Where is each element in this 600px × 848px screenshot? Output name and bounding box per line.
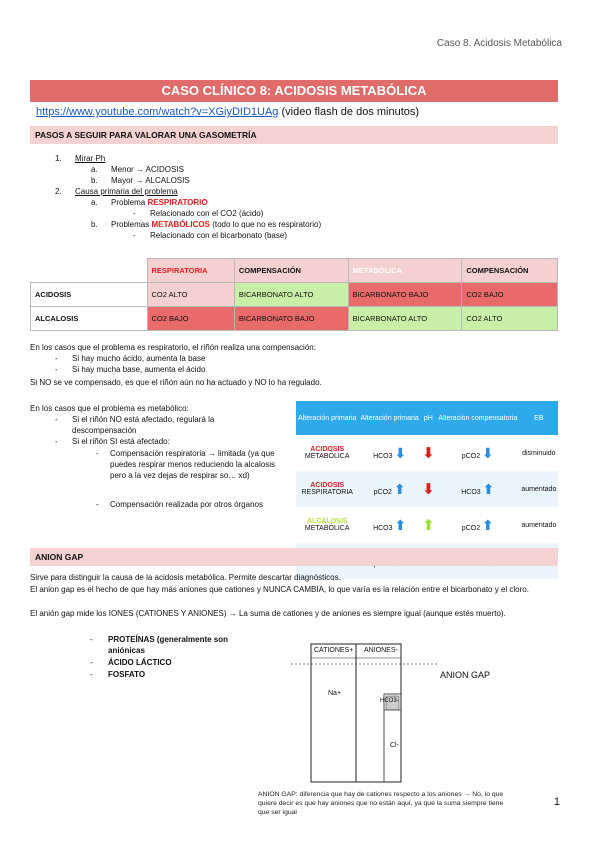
section-heading-anion-gap: ANION GAP [30,548,558,566]
ab-disorder: ALCALOSIS METABÓLICA [304,518,350,532]
video-link-note: (video flash de dos minutos) [281,106,420,118]
bullet-dash: - [55,415,58,424]
diagram-label-cl: Cl- [390,742,399,749]
step-2b-text: Problemas METABÓLICOS (todo lo que no es respiratorio) [111,220,322,229]
bullet-dash: - [55,437,58,446]
bullet-dash: - [90,670,93,679]
met-intro: En los casos que el problema es metabólico: [30,404,189,413]
bullet-dash: - [96,449,99,458]
compensation-table [30,258,558,331]
step-2b-sub: Relacionado con el bicarbonato (base) [150,231,287,240]
ab-header: pH [421,401,436,435]
ab-compensation: HCO3 ⬆ [436,471,520,507]
ab-header: Alteración primaria [296,401,358,435]
arrow-down-icon: ⬇ [422,445,435,462]
bullet-dash: - [96,500,99,509]
table-cell: BICARBONATO BAJO [348,283,462,307]
arrow-up-icon: ⬆ [422,517,435,534]
table-corner [31,259,148,283]
page-title: CASO CLÍNICO 8: ACIDOSIS METABÓLICA [30,80,558,102]
met-bullet-1: Si el riñón NO está afectado, regulará la descompensación [72,415,215,435]
table-cell: BICARBONATO BAJO [234,307,348,331]
ab-compensation: pCO2 ⬆ [461,516,494,533]
col-header-respiratoria: RESPIRATORIA [147,259,234,283]
step-2b-letter: b. [91,220,98,229]
table-cell: CO2 BAJO [147,307,234,331]
resp-bullet-1: Si hay mucho ácido, aumenta la base [72,354,206,363]
ab-primary: pCO2 ⬆ [358,471,420,507]
step-1b-letter: b. [91,176,98,185]
step-2a-sub: Relacionado con el CO2 (ácido) [150,209,264,218]
diagram-label-gap: ANION GAP [440,670,491,680]
arrow-down-icon: ⬇ [482,444,494,461]
resp-intro: En los casos que el problema es respiratorio, el riñón realiza una compensación: [30,343,316,352]
row-label-alcalosis: ALCALOSIS [31,307,148,331]
table-row [296,507,558,543]
table-row [296,435,558,471]
ab-header: Alteración compensatoria [436,401,520,435]
diagram-label-aniones: ANIONES- [364,647,398,654]
ab-eb: disminuido [522,449,556,457]
anion-gap-p2: El anion gap es el hecho de que hay más aniones que cationes y NUNCA CAMBIA, lo que varía es la relación entre el bicarbonato y el cloro. [30,585,529,594]
resp-bullet-2: Si hay mucha base, aumenta el ácido [72,365,206,374]
ab-ph [421,435,436,471]
table-cell: BICARBONATO ALTO [234,283,348,307]
step-1-text: Mirar Ph [75,154,106,163]
anion-list-item: ÁCIDO LÁCTICO [108,658,172,667]
arrow-up-icon: ⬆ [482,480,495,497]
ab-disorder: ACIDOSIS METABÓLICA [304,446,350,460]
arrow-up-icon: ⬆ [393,480,406,497]
ab-compensation: pCO2 ⬇ [461,444,494,461]
step-2a-text: Problema RESPIRATORIO [111,198,208,207]
step-1a-letter: a. [91,165,98,174]
step-2a-letter: a. [91,198,98,207]
table-cell: CO2 ALTO [147,283,234,307]
ab-primary: HCO3 ⬇ [373,444,407,461]
document-header: Caso 8. Acidosis Metabólica [436,38,562,49]
table-cell: BICARBONATO ALTO [348,307,462,331]
col-header-metabolica: METABÓLICA [348,259,462,283]
diagram-label-na: Na+ [328,690,342,697]
arrow-down-icon: ⬇ [394,444,407,461]
step-1-number: 1. [55,154,62,163]
step-1a-text: Menor → ACIDOSIS [111,165,184,174]
ab-eb: aumentado [520,471,558,507]
table-cell: CO2 ALTO [462,307,558,331]
bullet-dash: - [55,365,58,374]
step-1b-text: Mayor → ALCALOSIS [111,176,190,185]
arrow-up-icon: ⬆ [482,516,494,533]
col-header-compensacion-1: COMPENSACIÓN [234,259,348,283]
diagram-label-hco3: HCO3- [380,698,399,704]
step-2-number: 2. [55,187,62,196]
ab-ph [421,507,436,543]
section-heading-gasometria: PASOS A SEGUIR PARA VALORAR UNA GASOMETRÍA [30,126,558,144]
met-sub-1: Compensación respiratoria → limitada (ya que puedes respirar menos reduciendo la alcalosis pero a la vez dejas de respirar so… xd) [110,449,275,480]
video-link-row [36,106,419,118]
step-2a-dash: - [133,209,136,218]
met-sub-2: Compensación realizada por otros órganos [110,500,263,509]
ab-ph [421,471,436,507]
anion-gap-p1: Sirve para distinguir la causa de la acidosis metabólica. Permite descartar diagnósticos. [30,573,341,582]
arrow-down-icon: ⬇ [422,481,435,498]
anion-gap-diagram [286,636,486,786]
video-link[interactable]: https://www.youtube.com/watch?v=XGiyDID1UAg [36,106,279,118]
step-2-text: Causa primaria del problema [75,187,178,196]
ab-disorder: ACIDOSIS RESPIRATORIA [296,471,358,507]
table-row [296,471,558,507]
anion-list-item: PROTEÍNAS (generalmente son aniónicas [108,635,229,655]
bullet-dash: - [90,635,93,644]
ab-eb: aumentado [521,521,557,529]
table-row [31,307,558,331]
col-header-compensacion-2: COMPENSACIÓN [462,259,558,283]
met-bullet-2: Si el riñón SI está afectado: [72,437,170,446]
step-2b-dash: - [133,231,136,240]
bullet-dash: - [90,658,93,667]
ab-header: Alteración primaria [358,401,420,435]
page-number: 1 [553,796,560,808]
ab-header: EB [520,401,558,435]
row-label-acidosis: ACIDOSIS [31,283,148,307]
table-row [31,283,558,307]
bullet-dash: - [55,354,58,363]
anion-gap-p3: El anión gap mide los IONES (CATIONES Y ANIONES) → La suma de cationes y de aniones es siempre igual (aunque estés muerto). [30,609,506,618]
diagram-label-cationes: CATIONES+ [314,647,354,654]
resp-note: Si NO se ve compensado, es que el riñón aún no ha actuado y NO lo ha regulado. [30,378,322,387]
arrow-up-icon: ⬆ [394,516,407,533]
diagram-caption: ANION GAP: diferencia que hay de cationes respecto a los aniones → No, lo que quiere decir es que hay aniones que no están aquí, ya que la suma siempre tiene que ser igual [258,791,504,816]
ab-primary: HCO3 ⬆ [373,516,407,533]
table-cell: CO2 BAJO [462,283,558,307]
anion-list-item: FOSFATO [108,670,146,679]
